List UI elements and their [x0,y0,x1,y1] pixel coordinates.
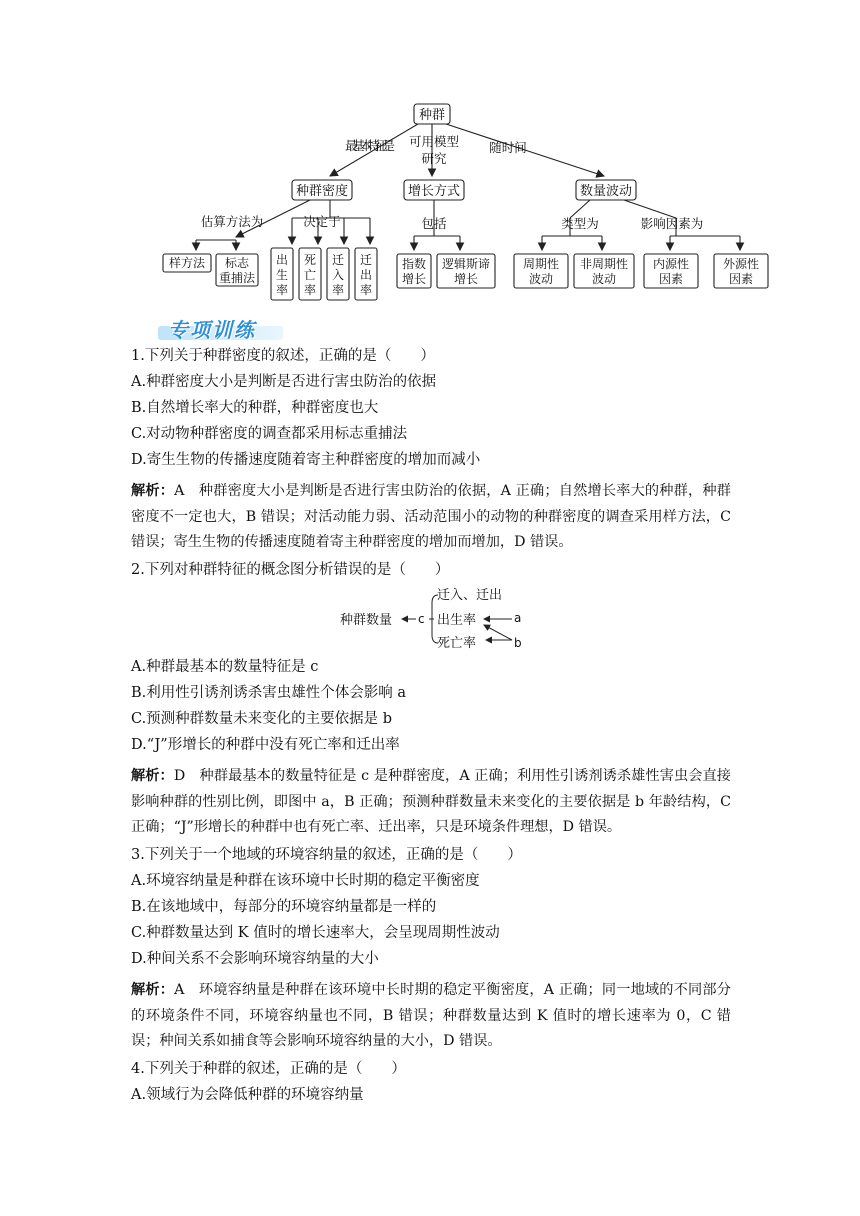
leaf-external-1: 外源性 [722,257,760,271]
analysis-label: 解析： [131,483,175,499]
q2-analysis [131,764,731,841]
q3-option-a: A.环境容纳量是种群在该环境中长时期的稳定平衡密度 [131,873,480,889]
branch-density: 种群密度 [295,184,349,199]
sub-label-includes: 包括 [421,216,447,231]
q1-option-b: B.自然增长率大的种群，种群密度也大 [131,400,379,416]
q3-option-d: D.种间关系不会影响环境容纳量的大小 [131,951,379,967]
q2-option-d: D.“J”形增长的种群中没有死亡率和迁出率 [131,737,400,753]
sub-label-types: 类型为 [561,216,599,231]
leaf-immigration-vertical: 迁入率 [331,253,345,297]
q2-option-a: A.种群最基本的数量特征是 c [131,659,319,675]
sub-label-methods: 估算方法为 [200,214,264,229]
concept-map [0,0,860,310]
section-banner [158,312,288,348]
edge-label-model-1: 可用模型 [408,134,460,149]
leaf-periodic-1: 周期性 [522,257,560,271]
leaf-mark-2: 重捕法 [218,271,256,285]
leaf-log-1: 逻辑斯谛 [441,257,491,271]
leaf-death-vertical: 死亡率 [303,253,317,297]
leaf-mark-1: 标志 [224,256,250,270]
q3-option-b: B.在该地域中，每部分的环境容纳量都是一样的 [131,899,437,915]
q2-feature-diagram [330,583,550,655]
edge-label-time: 随时间 [489,140,527,155]
q1-option-a: A.种群密度大小是判断是否进行害虫防治的依据 [131,374,437,390]
q2-diagram-birth: 出生率 [437,613,477,628]
leaf-nonperiodic-1: 非周期性 [579,257,629,271]
root-node: 种群 [418,108,446,123]
leaf-exp-1: 指数 [401,257,427,271]
q2-diagram-population: 种群数量 [340,613,393,628]
branch-fluctuation: 数量波动 [579,184,633,199]
sub-label-decided: 决定于 [303,214,341,229]
q1-analysis-text: A 种群密度大小是判断是否进行害虫防治的依据，A 正确；自然增长率大的种群，种群密度不一定也大，B 错误；对活动能力弱、活动范围小的动物的种群密度的调查采用样方法，C 错误；寄生生物的传播速度随着寄主种群密度的增加而增加，D 错误。 [131,483,731,550]
q1-analysis [131,479,731,556]
leaf-internal-2: 因素 [658,272,684,286]
edge-label-basic: 最基本特征是 [345,138,395,153]
q1-stem: 1.下列关于种群密度的叙述，正确的是（ ） [131,348,435,364]
leaf-internal-1: 内源性 [652,257,690,271]
analysis-label: 解析： [131,982,175,998]
q2-stem: 2.下列对种群特征的概念图分析错误的是（ ） [131,562,450,578]
q1-option-c: C.对动物种群密度的调查都采用标志重捕法 [131,426,408,442]
leaf-quadrat: 样方法 [168,256,206,270]
q4-option-a: A.领域行为会降低种群的环境容纳量 [131,1087,364,1103]
q2-diagram-death: 死亡率 [437,636,477,651]
branch-growth: 增长方式 [407,184,461,199]
q2-diagram-a: a [514,611,522,625]
leaf-emigration-vertical: 迁出率 [359,253,373,297]
leaf-birth-vertical: 出生率 [275,253,289,297]
q2-option-b: B.利用性引诱剂诱杀害虫雄性个体会影响 a [131,685,407,701]
q4-stem: 4.下列关于种群的叙述，正确的是（ ） [131,1061,406,1077]
leaf-exp-2: 增长 [401,272,427,286]
q2-diagram-b: b [514,636,522,650]
q3-option-c: C.种群数量达到 K 值时的增长速率大，会呈现周期性波动 [131,925,500,941]
q2-diagram-c: c [418,612,425,626]
section-title: 专项训练 [168,318,256,342]
q3-analysis-text: A 环境容纳量是种群在该环境中长时期的稳定平衡密度，A 正确；同一地域的不同部分的环境条件不同，环境容纳量也不同，B 错误；种群数量达到 K 值时的增长速率为 0，C 错误；种间关系如捕食等会影响环境容纳量的大小，D 错误。 [131,982,731,1049]
q1-option-d: D.寄生生物的传播速度随着寄主种群密度的增加而减小 [131,452,481,468]
leaf-external-2: 因素 [728,272,754,286]
sub-label-factors: 影响因素为 [640,216,704,231]
analysis-label: 解析： [131,768,174,784]
q3-analysis [131,978,731,1055]
leaf-log-2: 增长 [453,272,479,286]
q2-option-c: C.预测种群数量未来变化的主要依据是 b [131,711,393,727]
leaf-nonperiodic-2: 波动 [591,272,617,286]
q3-stem: 3.下列关于一个地域的环境容纳量的叙述，正确的是（ ） [131,847,522,863]
edge-label-model-2: 研究 [421,151,447,166]
q2-analysis-text: D 种群最基本的数量特征是 c 是种群密度，A 正确；利用性引诱剂诱杀雄性害虫会直接影响种群的性别比例，即图中 a，B 正确；预测种群数量未来变化的主要依据是 b 年龄结构，C 正确；“J”形增长的种群中也有死亡率、迁出率，只是环境条件理想，D 错误。 [131,768,731,835]
leaf-periodic-2: 波动 [528,272,554,286]
q2-diagram-migration: 迁入、迁出 [437,588,503,603]
